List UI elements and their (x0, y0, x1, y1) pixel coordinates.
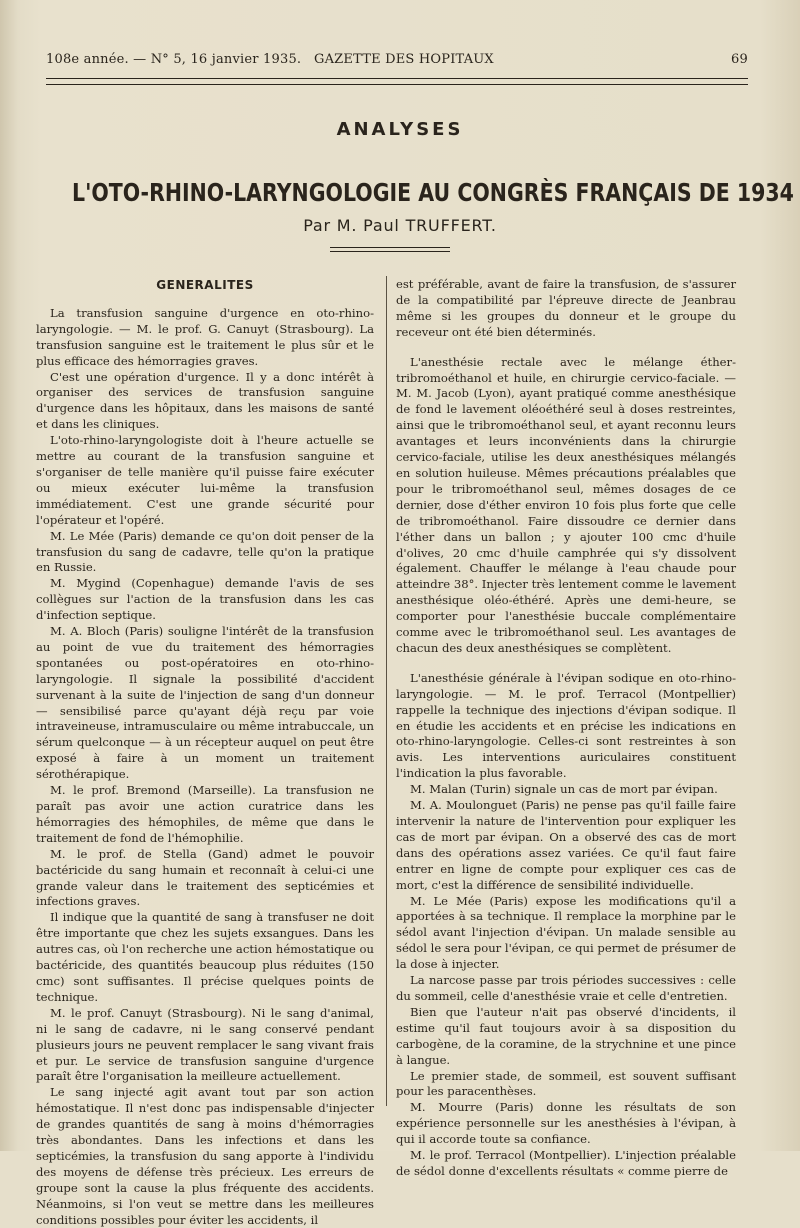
paragraph: M. A. Moulonguet (Paris) ne pense pas qu'il faille faire intervenir la nature de l'intervention pour expliquer les cas de mort par évipan. On a observé des cas de mort dans des opérations assez variées. Ce qu'il faut faire entrer en ligne de compte pour expliquer ces cas de mort, c'est la différence de sensibilité individuelle. (396, 798, 736, 892)
paragraph: M. le prof. Bremond (Marseille). La transfusion ne paraît pas avoir une action curatrice dans les hémorragies des hémophiles, de même que dans le traitement de fond de l'hémophilie. (36, 783, 374, 845)
paragraph: Il indique que la quantité de sang à transfuser ne doit être importante que chez les sujets exsangues. Dans les autres cas, où l'on recherche une action hémostatique ou bactéricide, des quantités beaucoup plus réduites (150 cmc) sont suffisantes. Il précise quelques points de technique. (36, 910, 374, 1004)
paragraph: L'oto-rhino-laryngologiste doit à l'heure actuelle se mettre au courant de la transfusion sanguine et s'organiser de telle manière qu'il puisse faire exécuter ou mieux exécuter lui-même la transfusion immédiatement. C'est une grande sécurité pour l'opérateur et l'opéré. (36, 433, 374, 527)
paragraph: C'est une opération d'urgence. Il y a donc intérêt à organiser des services de transfusion sanguine d'urgence dans les hôpitaux, dans les maisons de santé et dans les cliniques. (36, 369, 374, 432)
paragraph: M. le prof. Canuyt (Strasbourg). Ni le sang d'animal, ni le sang de cadavre, ni le sang conservé pendant plusieurs jours ne peuvent remplacer le sang vivant frais et pur. Le service de transfusion sanguine d'urgence paraît être l'organisation la meilleure actuellement. (36, 1005, 374, 1084)
paragraph: M. le prof. de Stella (Gand) admet le pouvoir bactéricide du sang humain et reconnaît à celui-ci une grande valeur dans le traitement des septicémies et infections graves. (36, 846, 374, 909)
paragraph: M. Le Mée (Paris) expose les modifications qu'il a apportées à sa technique. Il remplace la morphine par le sédol avant l'injection d'évipan. Un malade sensible au sédol le sera pour l'évipan, ce qui permet de présumer de la dose à injecter. (396, 893, 737, 972)
issue-info: 108e année. — N° 5, 16 janvier 1935. (46, 52, 302, 67)
subheading-generalites: GENERALITES (156, 278, 254, 292)
paragraph: M. A. Bloch (Paris) souligne l'intérêt de la transfusion au point de vue du traitement des hémorragies spontanées ou post-opératoires en oto-rhino-laryngologie. Il signale la possibilité d'accident survenant à la suite de l'injection de sang d'un donneur — sensibilisé parce qu'ayant déjà reçu par voie intraveineuse, intramusculaire ou même intrabuccale, un sérum quelconque — à un récepteur auquel on peut être exposé à faire à un moment un traitement sérothérapique. (36, 624, 374, 782)
paragraph: Bien que l'auteur n'ait pas observé d'incidents, il estime qu'il faut toujours avoir à sa disposition du carbogène, de la coramine, de la strychnine et une pince à langue. (396, 1004, 736, 1067)
title-rule (330, 247, 450, 252)
header-rule (46, 78, 748, 85)
page-number: 69 (731, 52, 748, 67)
page-header (46, 52, 748, 72)
paragraph: M. le prof. Terracol (Montpellier). L'injection préalable de sédol donne d'excellents résultats « comme pierre de (396, 1148, 736, 1178)
paragraph: Le sang injecté agit avant tout par son action hémostatique. Il n'est donc pas indispensable d'injecter de grandes quantités de sang à moins d'hémorragies très abondantes. Dans les infections et dans les septicémies, la transfusion du sang apporte à l'individu des moyens de défense très précieux. Les erreurs de groupe sont la cause la plus fréquente des accidents. Néanmoins, si l'on veut se mettre dans les meilleures conditions possibles pour éviter les accidents, il (36, 1085, 374, 1227)
paragraph: M. Mourre (Paris) donne les résultats de son expérience personnelle sur les anesthésies à l'évipan, à qui il accorde toute sa confiance. (396, 1100, 736, 1147)
paragraph: M. Le Mée (Paris) demande ce qu'on doit penser de la transfusion du sang de cadavre, telle qu'on la pratique en Russie. (36, 528, 374, 575)
right-column (396, 277, 736, 1180)
section-title: ANALYSES (336, 119, 464, 140)
paragraph: est préférable, avant de faire la transfusion, de s'assurer de la compatibilité par l'épreuve directe de Jeanbrau même si les groupes du donneur et le groupe du receveur ont été bien déterminés. (396, 277, 736, 339)
paragraph: Le premier stade, de sommeil, est souvent suffisant pour les paracenthèses. (396, 1068, 736, 1099)
paragraph: La narcose passe par trois périodes successives : celle du sommeil, celle d'anesthésie vraie et celle d'entretien. (396, 973, 736, 1003)
article-byline: Par M. Paul TRUFFERT. (303, 216, 497, 235)
paragraph: La transfusion sanguine d'urgence en oto-rhino-laryngologie. — M. le prof. G. Canuyt (Strasbourg). La transfusion sanguine est le traitement le plus sûr et le plus efficace des hémorragies graves. (36, 305, 374, 368)
left-column (36, 276, 374, 1228)
column-divider (386, 276, 387, 1106)
journal-name: GAZETTE DES HOPITAUX (314, 52, 494, 67)
paragraph: L'anesthésie générale à l'évipan sodique en oto-rhino-laryngologie. — M. le prof. Terracol (Montpellier) rappelle la technique des injections d'évipan sodique. Il en étudie les accidents et en précise les indications en oto-rhino-laryngologie. Celles-ci sont restreintes à son avis. Les interventions auriculaires constituent l'indication la plus favorable. (396, 670, 736, 781)
paragraph: L'anesthésie rectale avec le mélange éther-tribromoéthanol et huile, en chirurgie cervico-faciale. — M. M. Jacob (Lyon), ayant pratiqué comme anesthésique de fond le lavement oléoéthéré seul à doses restreintes, ainsi que le tribromoéthanol seul, et ayant reconnu leurs avantages et leurs inconvénients dans la chirurgie cervico-faciale, utilise les deux anesthésiques mélangés en solution huileuse. Mêmes précautions préalables que pour le tribromoéthanol seul, mêmes dosages de ce dernier, dose d'éther environ 10 fois plus forte que celle de tribromoéthanol. Faire dissoudre ce dernier dans l'éther dans un ballon ; y ajouter 100 cmc d'huile d'olives, 20 cmc d'huile camphrée qui s'y dissolvent également. Chauffer le mélange à l'eau chaude pour atteindre 38°. Injecter très lentement comme le lavement anesthésique oléo-éthéré. Après une demi-heure, se comporter pour l'anesthésie buccale complémentaire comme avec le tribromoéthanol seul. Les avantages de chacun des deux anesthésiques se complètent. (396, 354, 736, 655)
paragraph: M. Mygind (Copenhague) demande l'avis de ses collègues sur l'action de la transfusion dans les cas d'infection septique. (36, 576, 374, 623)
article-title: L'OTO-RHINO-LARYNGOLOGIE AU CONGRÈS FRANÇAIS DE 1934 (72, 178, 794, 207)
paragraph: M. Malan (Turin) signale un cas de mort par évipan. (410, 782, 718, 797)
